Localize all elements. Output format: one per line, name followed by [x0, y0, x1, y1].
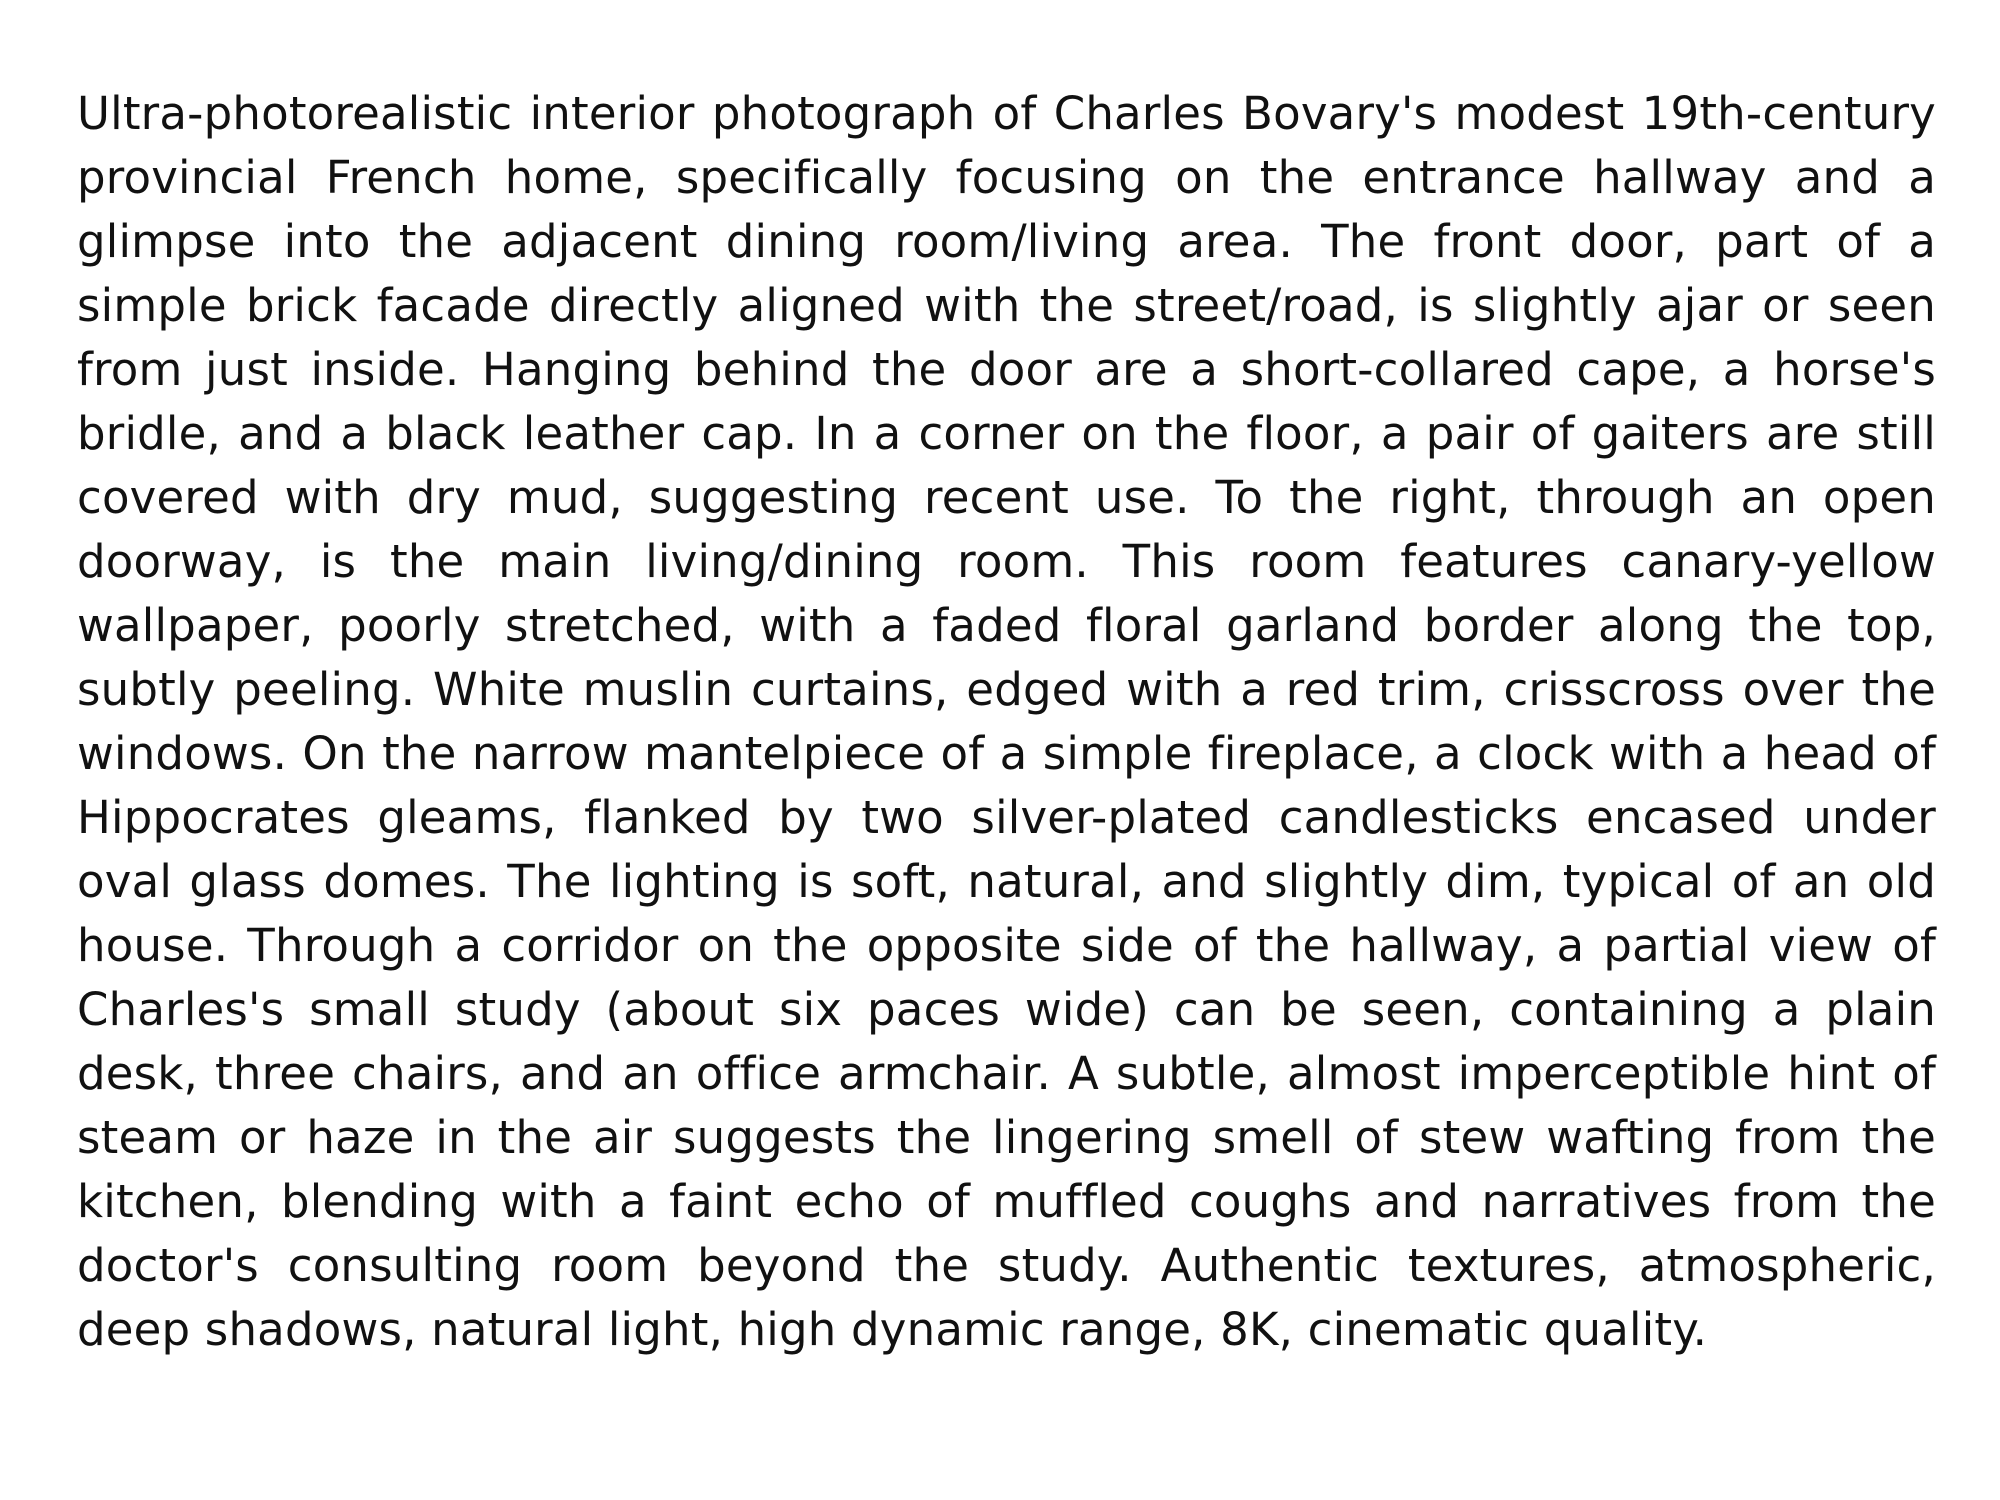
prompt-paragraph: Ultra-photorealistic interior photograph of Charles Bovary's modest 19th-century provincial French home, specifically focusing on the entrance hallway and a glimpse into the adjacent dining room/living area. The front door, part of a simple brick facade directly aligned with the street/road, is slightly ajar or seen from just inside. Hanging behind the door are a short-collared cape, a horse's bridle, and a black leather cap. In a corner on the floor, a pair of gaiters are still covered with dry mud, suggesting recent use. To the right, through an open doorway, is the main living/dining room. This room features canary-yellow wallpaper, poorly stretched, with a faded floral garland border along the top, subtly peeling. White muslin curtains, edged with a red trim, crisscross over the windows. On the narrow mantelpiece of a simple fireplace, a clock with a head of Hippocrates gleams, flanked by two silver-plated candlesticks encased under oval glass domes. The lighting is soft, natural, and slightly dim, typical of an old house. Through a corridor on the opposite side of the hallway, a partial view of Charles's small study (about six paces wide) can be seen, containing a plain desk, three chairs, and an office armchair. A subtle, almost imperceptible hint of steam or haze in the air suggests the lingering smell of stew wafting from the kitchen, blending with a faint echo of muffled coughs and narratives from the doctor's consulting room beyond the study. Authentic textures, atmospheric, deep shadows, natural light, high dynamic range, 8K, cinematic quality. [77, 87, 1936, 1356]
